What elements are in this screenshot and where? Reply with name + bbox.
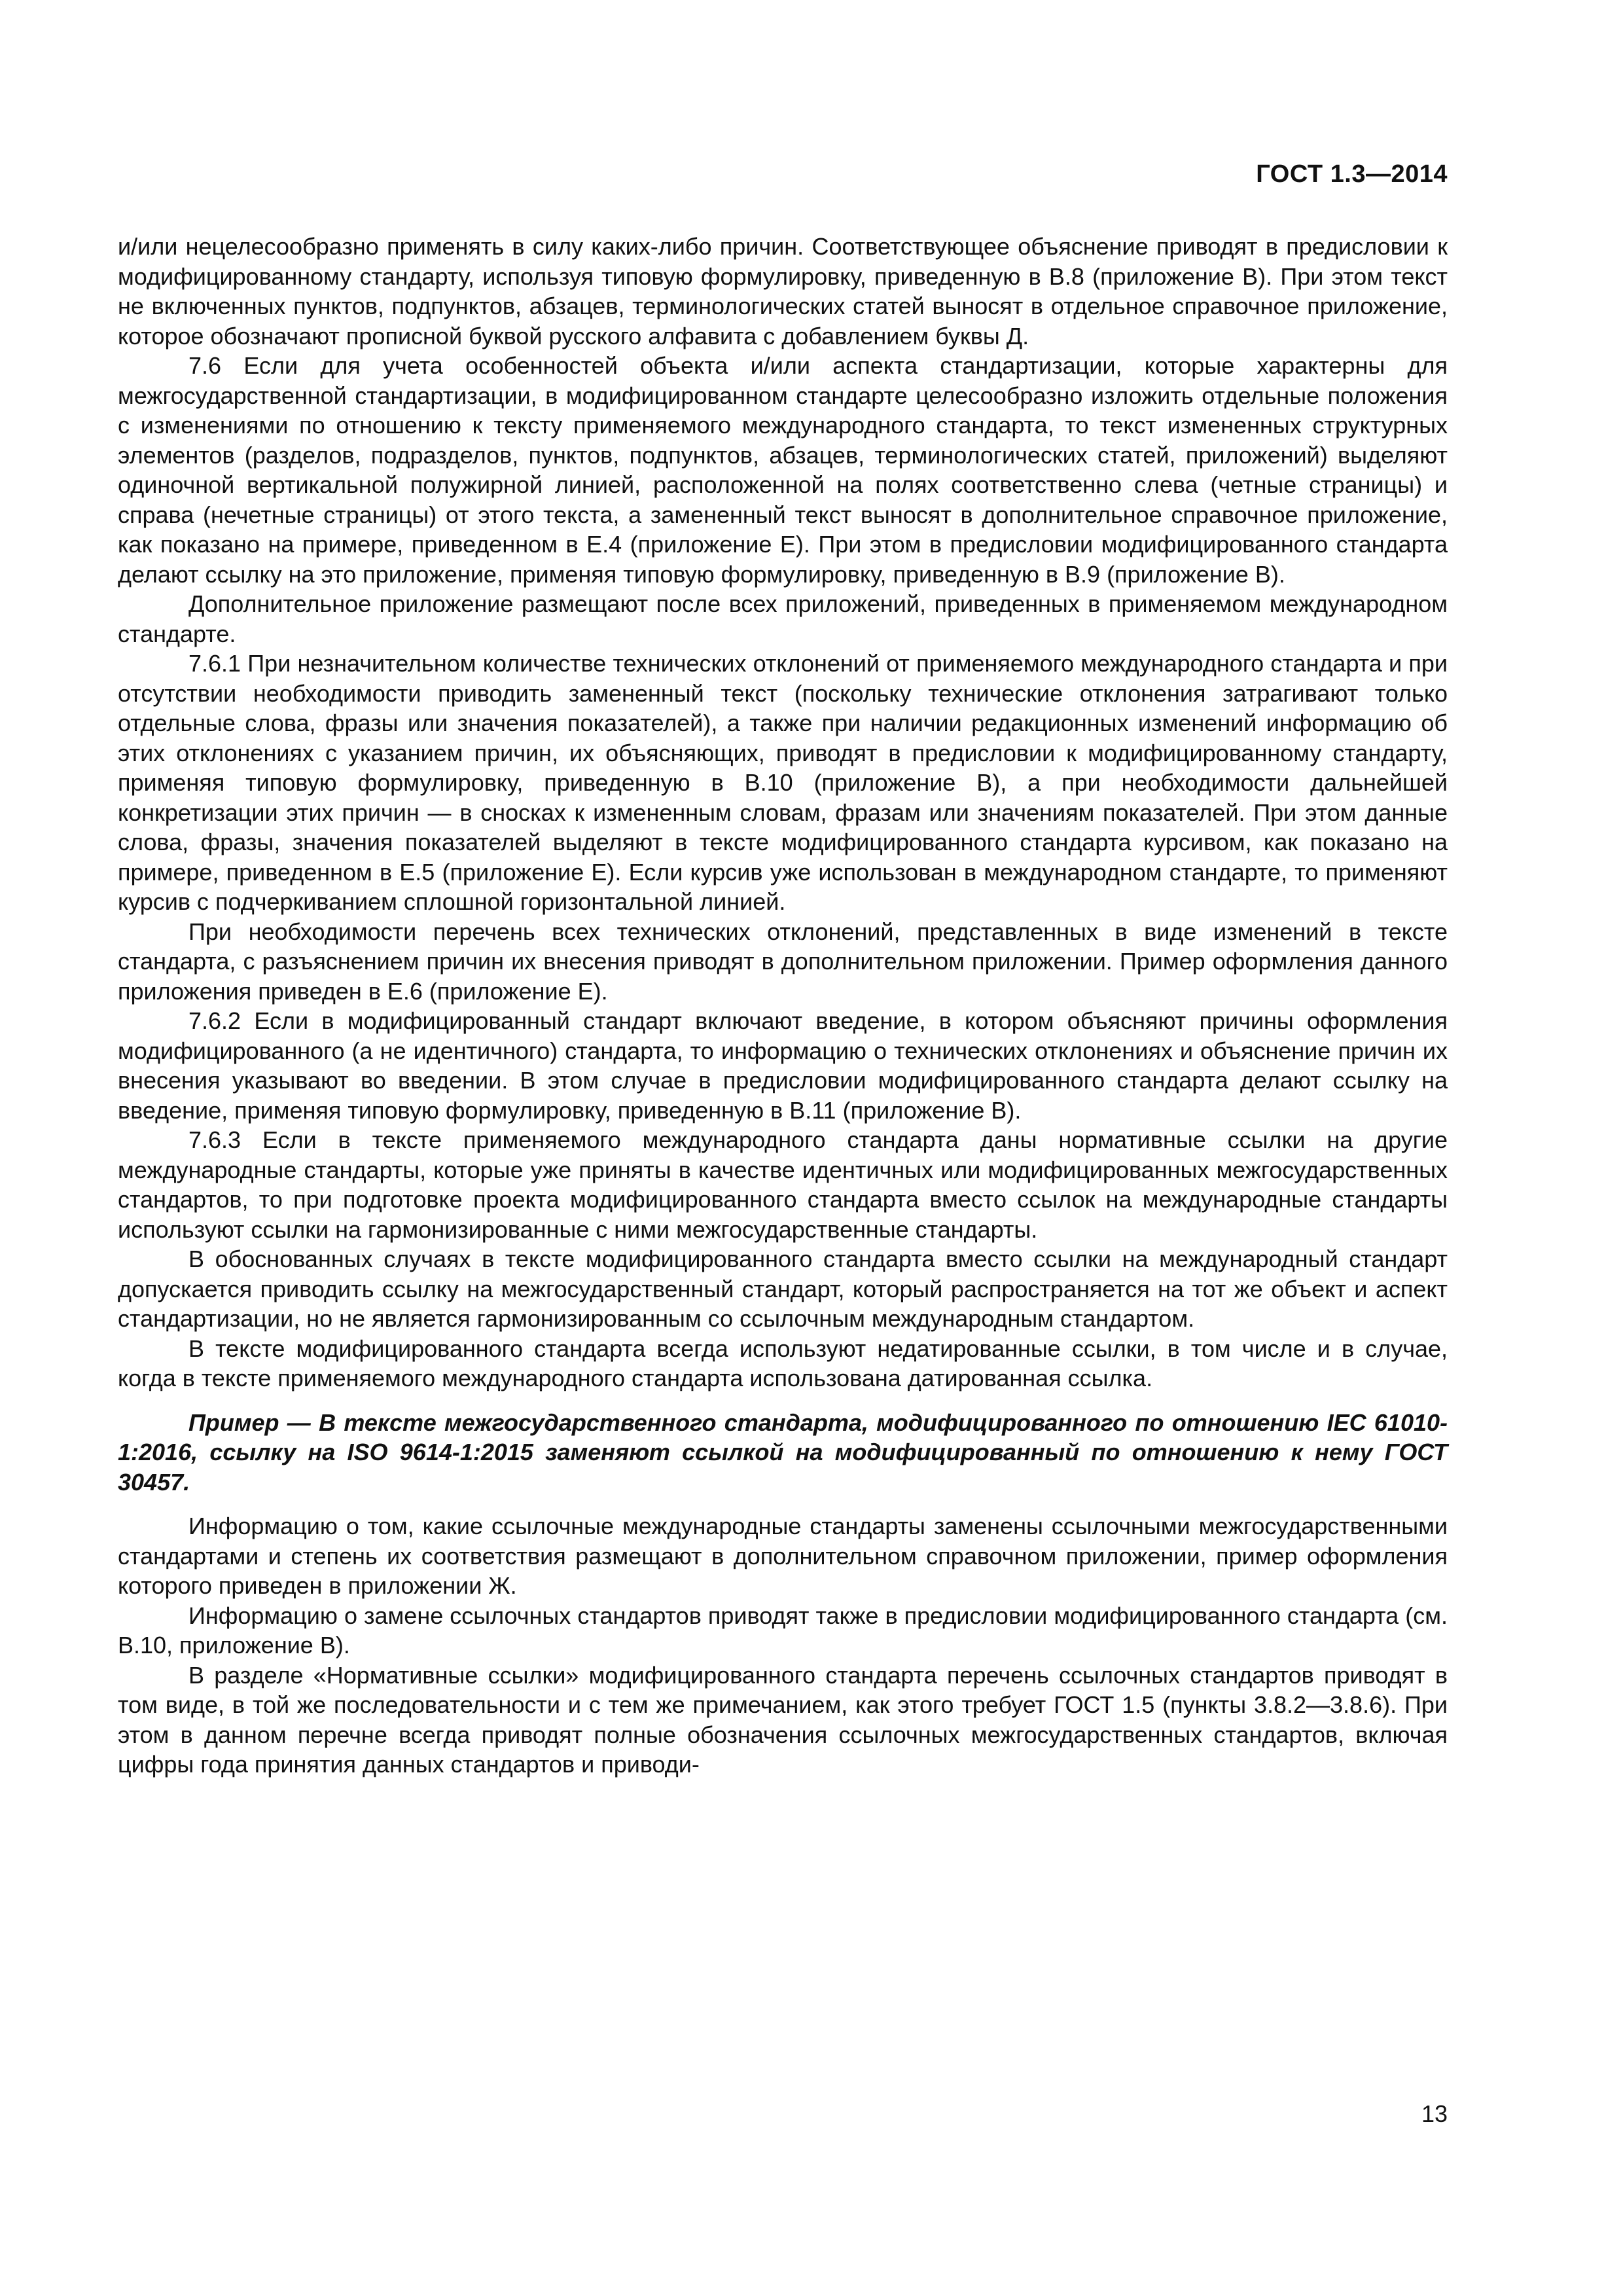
paragraph-7-6-2: 7.6.2 Если в модифицированный стандарт включают введение, в котором объясняют причины оформления модифицированного (а не идентичного) стандарта, то информацию о технических отклонениях и объяснение причин их внесения указывают во введении. В этом случае в предисловии модифицированного стандарта делают ссылку на введение, применяя типовую формулировку, приведенную в В.11 (приложение В). xyxy=(118,1007,1448,1124)
paragraph-additional-annex: Дополнительное приложение размещают после всех приложений, приведенных в применяемом международном стандарте. xyxy=(118,590,1448,647)
paragraph-reference-info: Информацию о том, какие ссылочные международные стандарты заменены ссылочными межгосударственными стандартами и степень их соответствия размещают в дополнительном справочном приложении, пример оформления которого приведен в приложении Ж. xyxy=(118,1513,1448,1599)
paragraph-undated-references: В тексте модифицированного стандарта всегда используют недатированные ссылки, в том числе и в случае, когда в тексте применяемого международного стандарта использована датированная ссылка. xyxy=(118,1335,1448,1391)
main-text xyxy=(118,232,1448,1780)
example-note: Пример — В тексте межгосударственного стандарта, модифицированного по отношению IEC 61010-1:2016, ссылку на ISO 9614-1:2015 заменяют ссылкой на модифицированный по отношению к нему ГОСТ 30457. xyxy=(118,1408,1448,1496)
paragraph-7-6-1: 7.6.1 При незначительном количестве технических отклонений от применяемого международного стандарта и при отсутствии необходимости приводить замененный текст (поскольку технические отклонения затрагивают только отдельные слова, фразы или значения показателей), а также при наличии редакционных изменений информацию об этих отклонениях с указанием причин, их объясняющих, приводят в предисловии к модифицированному стандарту, применяя типовую формулировку, приведенную в В.10 (приложение В), а при необходимости дальнейшей конкретизации этих причин — в сносках к измененным словам, фразам или значениям показателей. При этом данные слова, фразы, значения показателей выделяют в тексте модифицированного стандарта курсивом, как показано на примере, приведенном в Е.5 (приложение Е). Если курсив уже использован в международном стандарте, то применяют курсив с подчеркиванием сплошной горизонтальной линией. xyxy=(118,650,1448,915)
paragraph-replacement-info: Информацию о замене ссылочных стандартов приводят также в предисловии модифицированного стандарта (см. В.10, приложение В). xyxy=(118,1602,1448,1659)
paragraph-7-6-3: 7.6.3 Если в тексте применяемого международного стандарта даны нормативные ссылки на другие международные стандарты, которые уже приняты в качестве идентичных или модифицированных межгосударственных стандартов, то при подготовке проекта модифицированного стандарта вместо ссылок на международные стандарты используют ссылки на гармонизированные с ними межгосударственные стандарты. xyxy=(118,1126,1448,1243)
paragraph-continuation: и/или нецелесообразно применять в силу каких-либо причин. Соответствующее объяснение приводят в предисловии к модифицированному стандарту, используя типовую формулировку, приведенную в В.8 (приложение В). При этом текст не включенных пунктов, подпунктов, абзацев, терминологических статей выносят в отдельное справочное приложение, которое обозначают прописной буквой русского алфавита с добавлением буквы Д. xyxy=(118,233,1448,350)
document-header-id: ГОСТ 1.3—2014 xyxy=(1256,160,1448,188)
paragraph-normative-references: В разделе «Нормативные ссылки» модифицированного стандарта перечень ссылочных стандартов приводят в том виде, в той же последовательности и с тем же примечанием, как этого требует ГОСТ 1.5 (пункты 3.8.2—3.8.6). При этом в данном перечне всегда приводят полные обозначения ссылочных межгосударственных стандартов, включая цифры года принятия данных стандартов и приводи- xyxy=(118,1661,1448,1778)
page-number: 13 xyxy=(1421,2100,1448,2127)
paragraph-7-6: 7.6 Если для учета особенностей объекта и/или аспекта стандартизации, которые характерны для межгосударственной стандартизации, в модифицированном стандарте целесообразно изложить отдельные положения с изменениями по отношению к тексту применяемого международного стандарта, то текст измененных структурных элементов (разделов, подразделов, пунктов, подпунктов, абзацев, терминологических статей, приложений) выделяют одиночной вертикальной полужирной линией, расположенной на полях соответственно слева (четные страницы) и справа (нечетные страницы) от этого текста, а замененный текст выносят в дополнительное справочное приложение, как показано на примере, приведенном в Е.4 (приложение Е). При этом в предисловии модифицированного стандарта делают ссылку на это приложение, применяя типовую формулировку, приведенную в В.9 (приложение В). xyxy=(118,352,1448,588)
paragraph-deviations-list: При необходимости перечень всех технических отклонений, представленных в виде изменений в тексте стандарта, с разъяснением причин их внесения приводят в дополнительном приложении. Пример оформления данного приложения приведен в Е.6 (приложение Е). xyxy=(118,918,1448,1005)
paragraph-justified-cases: В обоснованных случаях в тексте модифицированного стандарта вместо ссылки на международный стандарт допускается приводить ссылку на межгосударственный стандарт, который распространяется на тот же объект и аспект стандартизации, но не является гармонизированным со ссылочным международным стандартом. xyxy=(118,1246,1448,1332)
